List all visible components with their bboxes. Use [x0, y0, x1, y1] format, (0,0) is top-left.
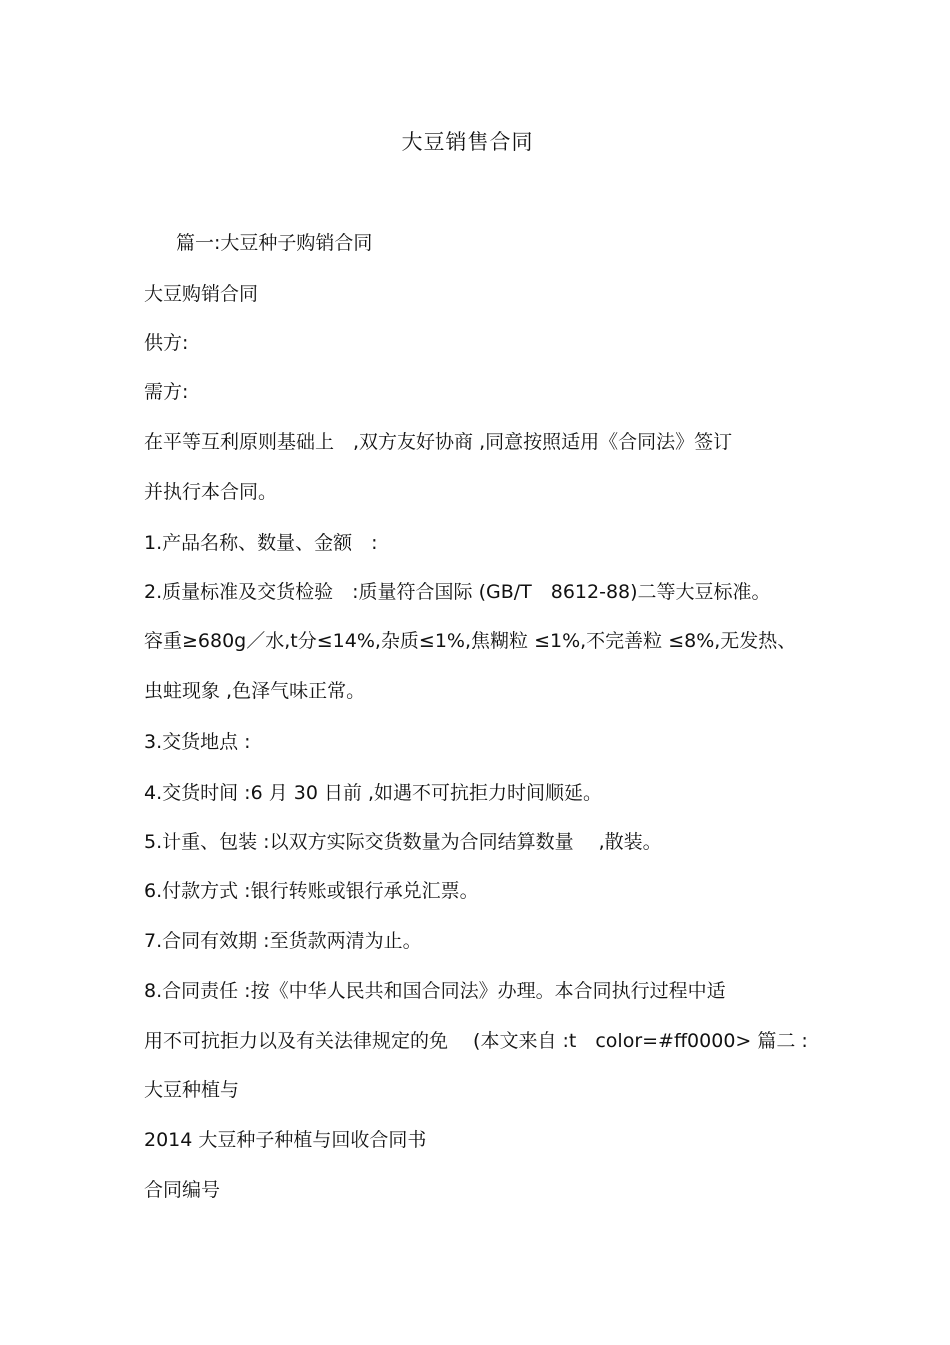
- supplier-label: 供方:: [144, 332, 189, 354]
- clause-2-line-2: 容重≥680g／水,t分≤14%,杂质≤1%,焦糊粒 ≤1%,不完善粒 ≤8%,无发热、: [144, 630, 797, 652]
- clause-4: 4.交货时间 :6 月 30 日前 ,如遇不可抗拒力时间顺延。: [144, 782, 603, 804]
- contract-2-title: 2014 大豆种子种植与回收合同书: [144, 1129, 427, 1151]
- section-2-heading: 大豆种植与: [144, 1079, 240, 1101]
- clause-8-line-1: 8.合同责任 :按《中华人民共和国合同法》办理。本合同执行过程中适: [144, 980, 726, 1002]
- clause-3: 3.交货地点 :: [144, 731, 251, 753]
- clause-7: 7.合同有效期 :至货款两清为止。: [144, 930, 422, 952]
- clause-8-line-2: 用不可抗拒力以及有关法律规定的免 (本文来自 :t color=#ff0000> 篇二 :: [144, 1030, 808, 1052]
- contract-subtitle: 大豆购销合同: [144, 283, 259, 305]
- clause-5: 5.计重、包装 :以双方实际交货数量为合同结算数量 ,散装。: [144, 831, 662, 853]
- contract-number-label: 合同编号: [144, 1179, 221, 1201]
- clause-2-line-1: 2.质量标准及交货检验 :质量符合国际 (GB/T 8612-88)二等大豆标准。: [144, 581, 771, 603]
- section-heading: 篇一:大豆种子购销合同: [176, 232, 373, 254]
- clause-2-line-3: 虫蛀现象 ,色泽气味正常。: [144, 680, 366, 702]
- document-title: 大豆销售合同: [401, 130, 534, 154]
- clause-6: 6.付款方式 :银行转账或银行承兑汇票。: [144, 880, 479, 902]
- clause-1: 1.产品名称、数量、金额 :: [144, 532, 378, 554]
- preamble-line-2: 并执行本合同。: [144, 481, 278, 503]
- preamble-line-1: 在平等互利原则基础上 ,双方友好协商 ,同意按照适用《合同法》签订: [144, 431, 733, 453]
- buyer-label: 需方:: [144, 381, 189, 403]
